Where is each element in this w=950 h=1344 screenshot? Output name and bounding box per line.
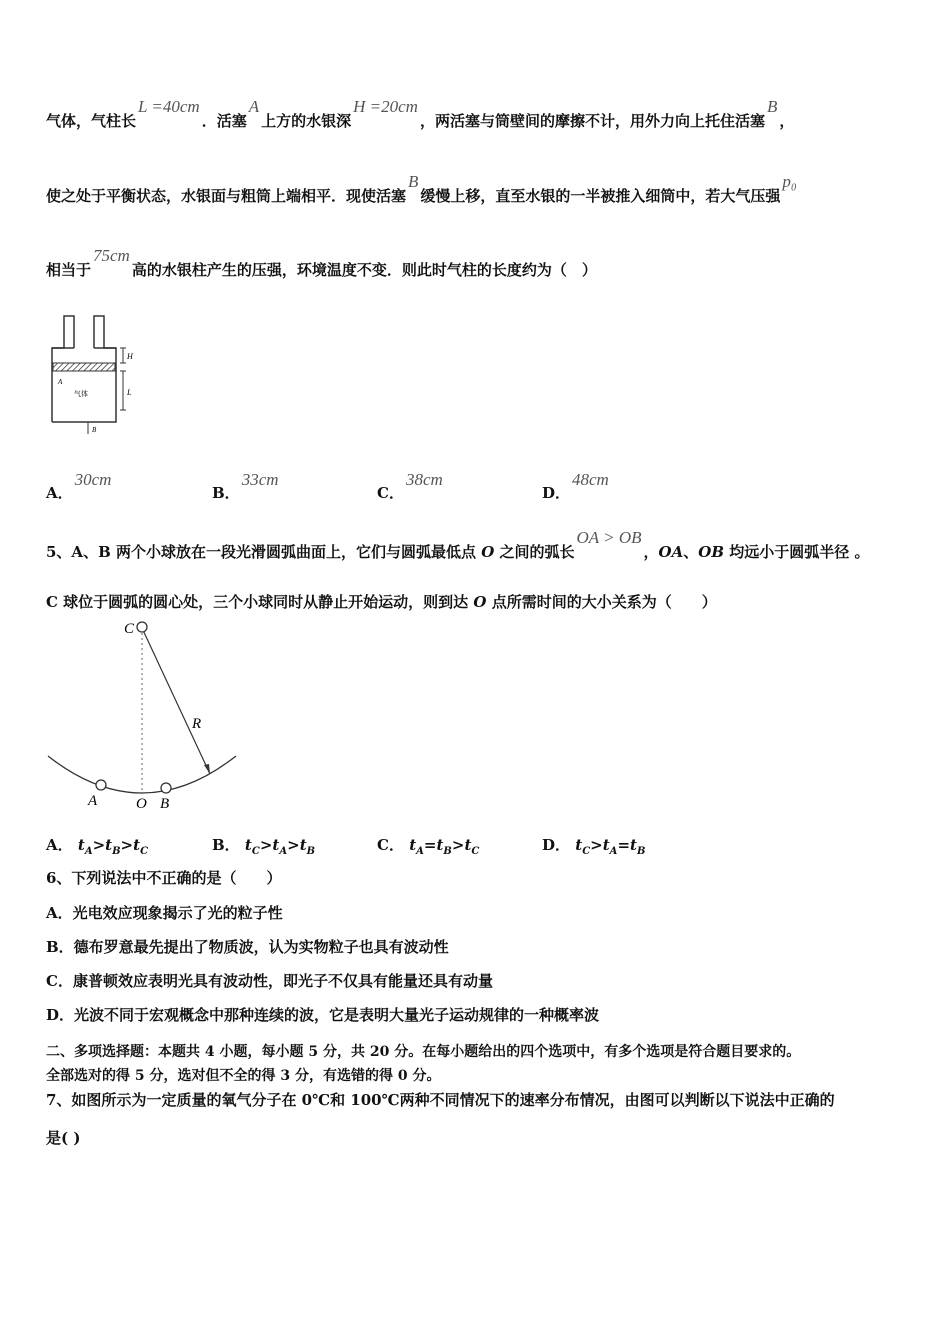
- q4-option-b[interactable]: [212, 470, 281, 503]
- arc-figure: [40, 612, 250, 812]
- option-value: 48cm: [572, 470, 609, 489]
- q5-option-a[interactable]: A． $t_A>t_B>t_C$: [46, 836, 149, 857]
- label-O: O: [136, 796, 147, 812]
- label-A: A: [88, 793, 98, 809]
- q4-option-d[interactable]: [542, 470, 611, 503]
- math-OB: OB: [698, 543, 725, 561]
- option-letter: A．: [46, 836, 73, 854]
- section2-line-2: 全部选对的得 5 分，选对但不全的得 3 分，有选错的得 0 分。: [46, 1068, 441, 1084]
- option-letter: D．: [542, 836, 571, 854]
- q4-line-3: [46, 246, 597, 280]
- text: 5、A、B 两个小球放在一段光滑圆弧曲面上，它们与圆弧最低点: [46, 543, 482, 561]
- text: C 球位于圆弧的圆心处，三个小球同时从静止开始运动，则到达: [46, 593, 474, 611]
- q5-option-b[interactable]: B． $t_C>t_A>t_B$: [212, 836, 316, 857]
- math-OA: OA: [658, 543, 684, 561]
- math-L: L =40cm: [138, 97, 200, 116]
- label-R: R: [192, 716, 202, 732]
- q5-option-c[interactable]: C． $t_A=t_B>t_C$: [377, 836, 480, 857]
- label-C: C: [124, 621, 135, 637]
- label-B: B: [160, 796, 170, 812]
- q6-option-b[interactable]: B．德布罗意最先提出了物质波，认为实物粒子也具有波动性: [46, 938, 449, 956]
- label-B: B: [92, 426, 97, 434]
- text: 均远小于圆弧半径 。: [724, 543, 870, 561]
- text: ，: [779, 112, 795, 130]
- option-letter: D．: [542, 484, 571, 502]
- q4-option-a[interactable]: [46, 470, 113, 503]
- cylinder-figure: [44, 314, 144, 436]
- q6-option-c[interactable]: C．康普顿效应表明光具有波动性，即光子不仅具有能量还具有动量: [46, 972, 493, 990]
- q6-stem: 6、下列说法中不正确的是（ ）: [46, 869, 282, 887]
- math-H: H =20cm: [353, 97, 418, 116]
- q4-option-c[interactable]: [377, 470, 445, 503]
- q7-line-2: 是( ): [46, 1129, 81, 1147]
- text: 气体，气柱长: [46, 112, 137, 130]
- label-A: A: [58, 378, 63, 386]
- text: 使之处于平衡状态，水银面与粗筒上端相平．现使活塞: [46, 187, 407, 205]
- q4-line-2: [46, 172, 799, 206]
- point-O: O: [473, 593, 487, 611]
- math-B: B: [766, 97, 778, 116]
- math-B: B: [408, 172, 419, 191]
- text: ，: [643, 543, 659, 561]
- q5-line-1: [46, 528, 870, 562]
- option-letter: C．: [377, 484, 404, 502]
- q5-option-d[interactable]: D． $t_C>t_A=t_B$: [542, 836, 646, 857]
- text: 点所需时间的大小关系为（ ）: [486, 593, 717, 611]
- math-arc-compare: OA > OB: [576, 528, 642, 547]
- text: 高的水银柱产生的压强，环境温度不变．则此时气柱的长度约为（ ）: [131, 261, 597, 279]
- option-letter: B．: [212, 836, 240, 854]
- label-gas: 气体: [74, 390, 88, 398]
- math-A: A: [248, 97, 260, 116]
- math-p0: p₀: [782, 172, 797, 191]
- label-L: L: [127, 388, 132, 397]
- option-letter: B．: [212, 484, 240, 502]
- option-value: 38cm: [405, 470, 443, 489]
- text: 相当于: [46, 261, 92, 279]
- text: 上方的水银深: [261, 112, 352, 130]
- point-O: O: [481, 543, 495, 561]
- q6-option-d[interactable]: D．光波不同于宏观概念中那种连续的波，它是表明大量光子运动规律的一种概率波: [46, 1006, 600, 1024]
- option-value: 30cm: [74, 470, 112, 489]
- text: 缓慢上移，直至水银的一半被推入细筒中，若大气压强: [420, 187, 781, 205]
- text: ，两活塞与筒壁间的摩擦不计，用外力向上托住活塞: [419, 112, 765, 130]
- text: ．活塞: [201, 112, 247, 130]
- q6-option-a[interactable]: A．光电效应现象揭示了光的粒子性: [46, 904, 283, 922]
- q5-line-2: [46, 591, 717, 612]
- q7-line-1: 7、如图所示为一定质量的氧气分子在 0℃和 100℃两种不同情况下的速率分布情况，由图可以判断以下说法中正确的: [46, 1091, 835, 1109]
- label-H: H: [127, 352, 133, 361]
- option-value: 33cm: [241, 470, 279, 489]
- q4-line-1: [46, 97, 795, 131]
- section2-line-1: 二、多项选择题：本题共 4 小题，每小题 5 分，共 20 分。在每小题给出的四个选项中，有多个选项是符合题目要求的。: [46, 1044, 801, 1060]
- option-letter: C．: [377, 836, 404, 854]
- text: 、: [683, 543, 699, 561]
- option-letter: A．: [46, 484, 73, 502]
- text: 之间的弧长: [494, 543, 575, 561]
- math-75cm: 75cm: [93, 246, 130, 265]
